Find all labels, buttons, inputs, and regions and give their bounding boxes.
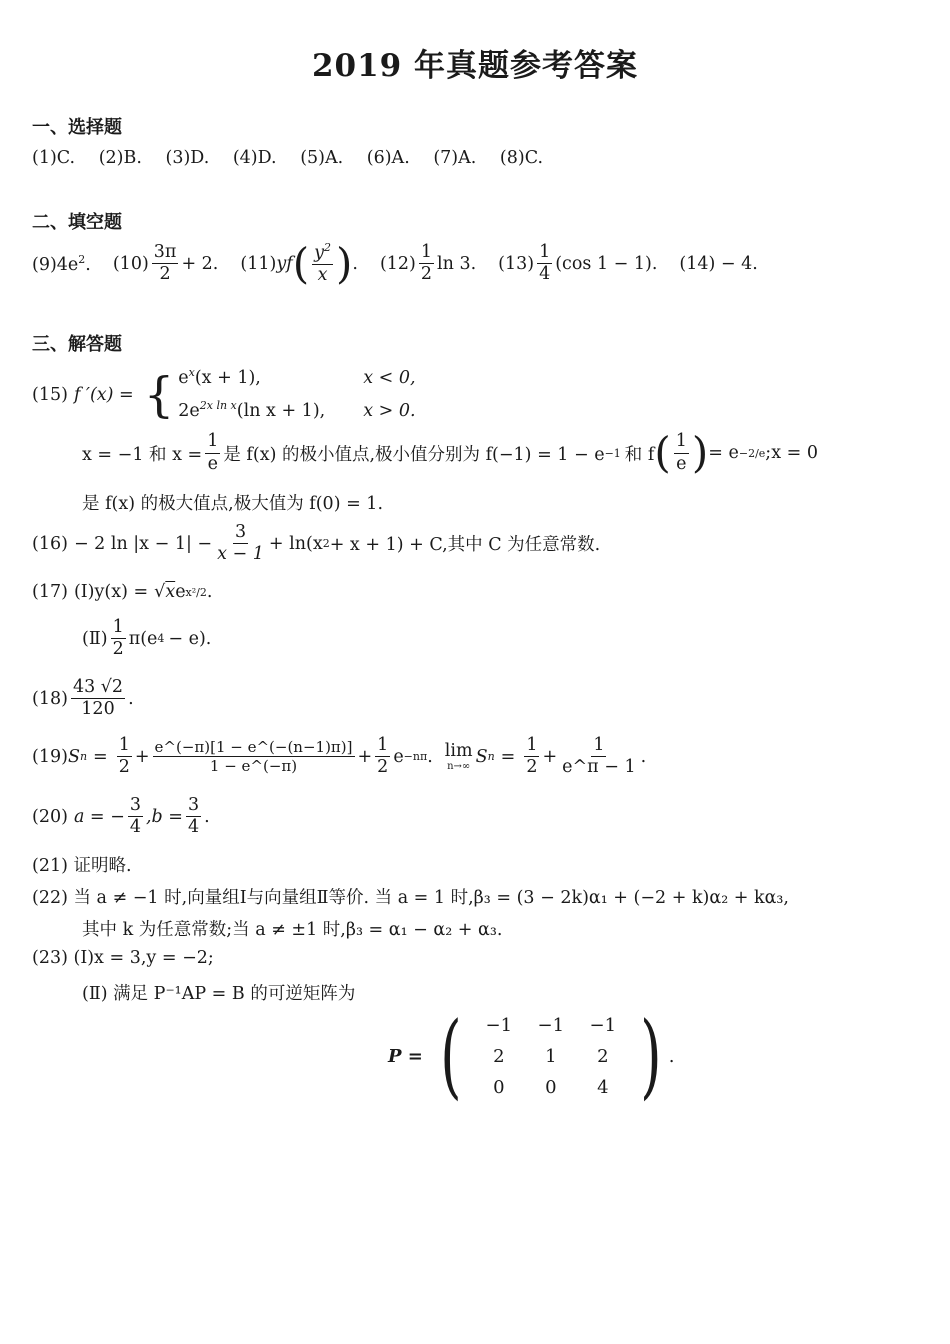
q14-answer: (14) − 4. <box>679 253 758 274</box>
matrix-cell: 0 <box>545 1076 557 1098</box>
q18-line: (18) 43 √2 120 . <box>32 677 134 720</box>
fill-answers: $(9)4e^2$. (10) 3π 2 + 2. (11) yf ( $y^2$ x ) . (12) 1 2 ln 3. (13) 1 4 (cos 1 − 1). (14) − 4. <box>32 238 758 288</box>
section-fill-heading: 二、填空题 <box>32 212 122 233</box>
q15-cases: $e^x(x + 1)$, x < 0, $2e^{2x ln x}(\ln$ x + 1), x > 0. <box>178 366 416 422</box>
matrix-cell: −1 <box>485 1014 513 1036</box>
matrix-cell: −1 <box>537 1014 565 1036</box>
q13-label: (13) <box>498 253 535 274</box>
q15-line2: x = −1 和 x = $\frac{1}{e}$ 是 f(x) 的极小值点,极小值分别为 f(−1) = 1 − e −1 和 f ( 1 e ) = e −2/e ;x = 0 <box>82 428 818 477</box>
matrix-cell: 2 <box>597 1045 609 1067</box>
q10-tail: + 2. <box>181 253 219 274</box>
section-solution-heading: 三、解答题 <box>32 334 122 355</box>
choice-answer: (2)B. <box>98 148 142 168</box>
q23-line1: (23) (Ⅰ)x = 3,y = −2; <box>32 948 214 968</box>
q22-line2: 其中 k 为任意常数;当 a ≠ ±1 时,β₃ = α₁ − α₂ + α₃. <box>82 920 503 940</box>
choice-answer: (8)C. <box>499 148 544 168</box>
q12-tail: ln 3. <box>437 253 477 274</box>
q13-fraction: 1 4 <box>539 241 551 285</box>
choice-answer: (7)A. <box>433 148 477 168</box>
matrix-cell: 4 <box>597 1076 609 1098</box>
q11-prefix: yf <box>276 253 293 274</box>
q13-tail: (cos 1 − 1). <box>555 253 658 274</box>
q11-label: (11) <box>240 253 277 274</box>
matrix-label: P = <box>388 1045 423 1067</box>
choice-answer: (3)D. <box>165 148 210 168</box>
matrix-p: P = ( −1 −1 −1 2 1 2 0 0 4 ) . <box>388 1002 675 1109</box>
choice-answer: (4)D. <box>232 148 277 168</box>
page-title: 2019 年真题参考答案 <box>311 48 639 84</box>
q17-line2: (Ⅱ) 1 2 π(e 4 − e). <box>82 617 212 660</box>
choice-answer: (1)C. <box>32 148 76 168</box>
matrix-grid <box>469 1013 633 1100</box>
q11-fraction: $y^2$ x <box>314 241 331 286</box>
matrix-cell: −1 <box>589 1014 617 1036</box>
q12-fraction: 1 2 <box>420 241 433 285</box>
q23-line2: (Ⅱ) 满足 P⁻¹AP = B 的可逆矩阵为 <box>82 984 356 1004</box>
matrix-cell: 2 <box>493 1045 505 1067</box>
q10-label: (10) <box>112 253 149 274</box>
q12-label: (12) <box>379 253 416 274</box>
right-paren-icon: ) <box>639 1002 662 1109</box>
matrix-cell: 1 <box>545 1045 557 1067</box>
q21-line: (21) 证明略. <box>32 856 132 876</box>
q15-line3: 是 f(x) 的极大值点,极大值为 f(0) = 1. <box>82 494 384 514</box>
choice-answers <box>32 148 561 168</box>
q9-answer: $(9)4e^2$. <box>32 252 91 275</box>
choice-answer: (5)A. <box>300 148 344 168</box>
choice-answer: (6)A. <box>366 148 410 168</box>
q20-line: (20) a = − $\frac{3}{4}$ ,b = $\frac{3}{4}$ . <box>32 795 210 838</box>
section-choice-heading: 一、选择题 <box>32 117 122 138</box>
brace-icon: { <box>143 367 175 424</box>
matrix-cell: 0 <box>493 1076 505 1098</box>
q22-line1: (22) 当 a ≠ −1 时,向量组Ⅰ与向量组Ⅱ等价. 当 a = 1 时,β₃ = (3 − 2k)α₁ + (−2 + k)α₂ + kα₃, <box>32 888 789 908</box>
left-paren-icon: ( <box>440 1002 462 1109</box>
q10-fraction: 3π 2 <box>153 241 177 285</box>
q15-line1: (15) f ′(x) = { $e^x(x + 1)$, x < 0, $2e^{2x ln x}(\ln$ x + 1), x > 0. <box>32 362 416 429</box>
q17-line1: (17) (Ⅰ)y(x) = √ x e x²/2 . <box>32 582 213 602</box>
q19-line: (19) S n = $\frac{1}{2}$ + $\frac{e\^{}(-\pi)[1 - e\^{}(-(n-1)\pi)]}{1 - e\^{}(-\pi)}$ + $\frac{1}{2}$ e −nπ . lim n→∞ S n = $\frac{1}{2}$ + $\frac{1}{e\^{}\pi - 1}$ . <box>32 735 647 778</box>
q16-line: (16) − 2 ln |x − 1| − $\frac{3}{x - 1}$ + ln(x 2 + x + 1) + C,其中 C 为任意常数. <box>32 522 601 565</box>
